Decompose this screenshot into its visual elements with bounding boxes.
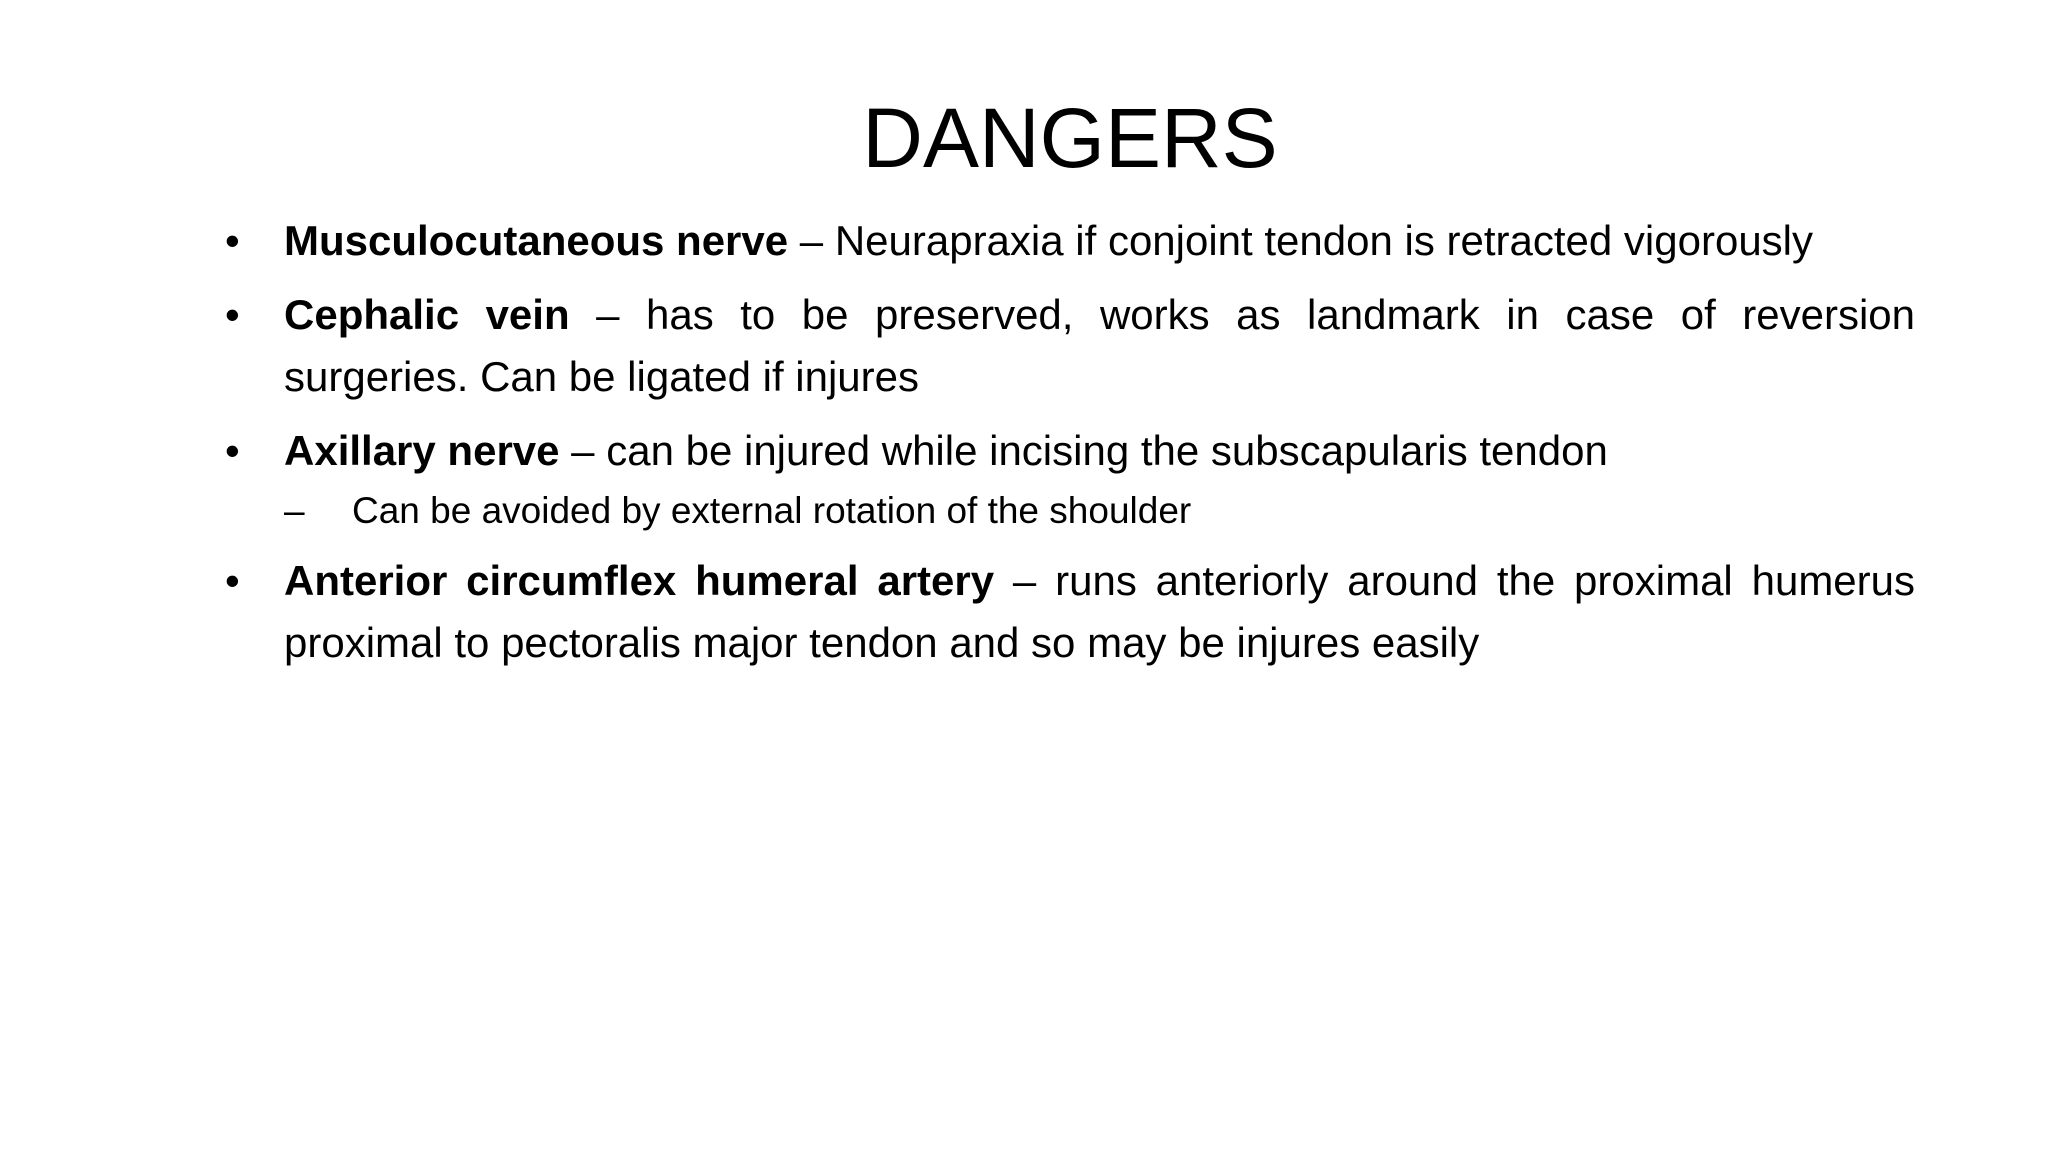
item-description: – has to be preserved, works as landmark in case of reversion surgeries. Can be ligated if injures xyxy=(284,291,1916,400)
list-item-anterior-circumflex-humeral-artery xyxy=(225,550,1915,674)
slide-content xyxy=(225,210,1915,686)
item-description: – Neurapraxia if conjoint tendon is retracted vigorously xyxy=(788,217,1814,264)
list-item-axillary-nerve xyxy=(225,420,1915,538)
item-term: Musculocutaneous nerve xyxy=(284,217,789,264)
bullet-list xyxy=(225,210,1915,674)
item-term: Anterior circumflex humeral artery xyxy=(284,557,995,604)
item-description: – runs anteriorly around the proximal humerus proximal to pectoralis major tendon and so may be injures easily xyxy=(284,557,1916,666)
list-item-cephalic-vein xyxy=(225,284,1915,408)
sub-list-item xyxy=(284,484,1915,538)
bullet-icon: • xyxy=(225,217,240,264)
dash-icon: – xyxy=(284,490,305,531)
item-term: Cephalic vein xyxy=(284,291,570,338)
bullet-icon: • xyxy=(225,291,240,338)
bullet-icon: • xyxy=(225,557,240,604)
slide-title: DANGERS xyxy=(862,91,1278,185)
list-item-musculocutaneous-nerve xyxy=(225,210,1915,272)
item-term: Axillary nerve xyxy=(284,427,560,474)
sub-item-text: Can be avoided by external rotation of the shoulder xyxy=(352,490,1192,531)
item-description: – can be injured while incising the subscapularis tendon xyxy=(559,427,1608,474)
bullet-icon: • xyxy=(225,427,240,474)
sub-list xyxy=(284,484,1915,538)
